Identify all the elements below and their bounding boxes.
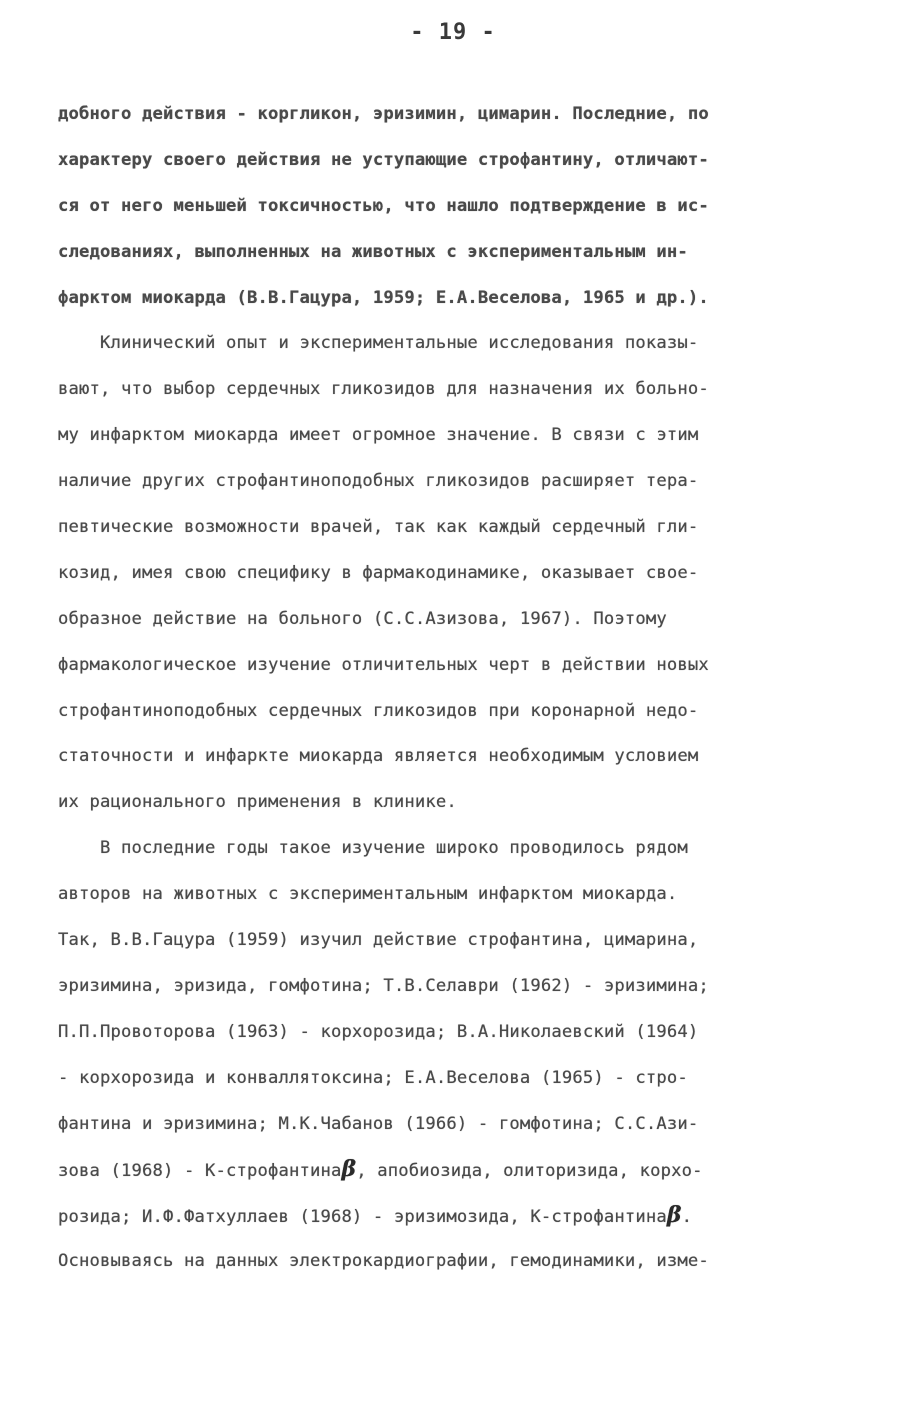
text-line: Основываясь на данных электрокардиографии, гемодинамики, изме-: [58, 1251, 709, 1272]
page-number: - 19 -: [410, 20, 496, 45]
text-line: В последние годы такое изучение широко проводилось рядом: [58, 838, 688, 859]
text-line: Клинический опыт и экспериментальные исследования показы-: [58, 333, 699, 354]
text-segment: зова (1968) - К-строфантина: [58, 1161, 342, 1182]
text-line: му инфарктом миокарда имеет огромное значение. В связи с этим: [58, 425, 699, 446]
text-line: добного действия - коргликон, эризимин, цимарин. Последние, по: [58, 104, 709, 124]
text-segment: розида; И.Ф.Фатхуллаев (1968) - эризимозида, К-строфантина: [58, 1207, 667, 1228]
text-line: следованиях, выполненных на животных с экспериментальным ин-: [58, 241, 688, 262]
text-line: Так, В.В.Гацура (1959) изучил действие строфантина, цимарина,: [58, 930, 699, 951]
text-line: ся от него меньшей токсичностью, что нашло подтверждение в ис-: [58, 195, 709, 216]
beta-symbol: β: [666, 1202, 682, 1229]
text-line: [58, 1193, 858, 1239]
text-line: [58, 1147, 858, 1193]
text-segment: , апобиозида, олиторизида, корхо-: [356, 1161, 703, 1182]
text-line: певтические возможности врачей, так как каждый сердечный гли-: [58, 517, 699, 538]
text-line: авторов на животных с экспериментальным инфарктом миокарда.: [58, 884, 678, 905]
text-line: эризимина, эризида, гомфотина; Т.В.Селаври (1962) - эризимина;: [58, 975, 709, 996]
text-line: фарктом миокарда (В.В.Гацура, 1959; Е.А.Веселова, 1965 и др.).: [58, 287, 709, 308]
text-line: фантина и эризимина; М.К.Чабанов (1966) - гомфотина; С.С.Ази-: [58, 1113, 699, 1134]
text-line: вают, что выбор сердечных гликозидов для назначения их больно-: [58, 379, 709, 400]
body-text: [58, 92, 858, 1285]
text-segment: .: [681, 1207, 693, 1228]
text-line: фармакологическое изучение отличительных черт в действии новых: [58, 654, 709, 675]
text-line: П.П.Провоторова (1963) - корхорозида; В.А.Николаевский (1964): [58, 1021, 699, 1042]
text-line: статочности и инфаркте миокарда является необходимым условием: [58, 746, 699, 767]
text-line: характеру своего действия не уступающие строфантину, отличают-: [58, 149, 709, 170]
text-line: их рационального применения в клинике.: [58, 792, 457, 813]
text-line: строфантиноподобных сердечных гликозидов при коронарной недо-: [58, 700, 699, 721]
text-line: образное действие на больного (С.С.Азизова, 1967). Поэтому: [58, 608, 667, 629]
beta-symbol: β: [341, 1156, 357, 1183]
text-line: - корхорозида и конваллятоксина; Е.А.Веселова (1965) - стро-: [58, 1067, 688, 1088]
text-line: наличие других строфантиноподобных гликозидов расширяет тера-: [58, 471, 699, 492]
text-line: козид, имея свою специфику в фармакодинамике, оказывает свое-: [58, 562, 699, 583]
